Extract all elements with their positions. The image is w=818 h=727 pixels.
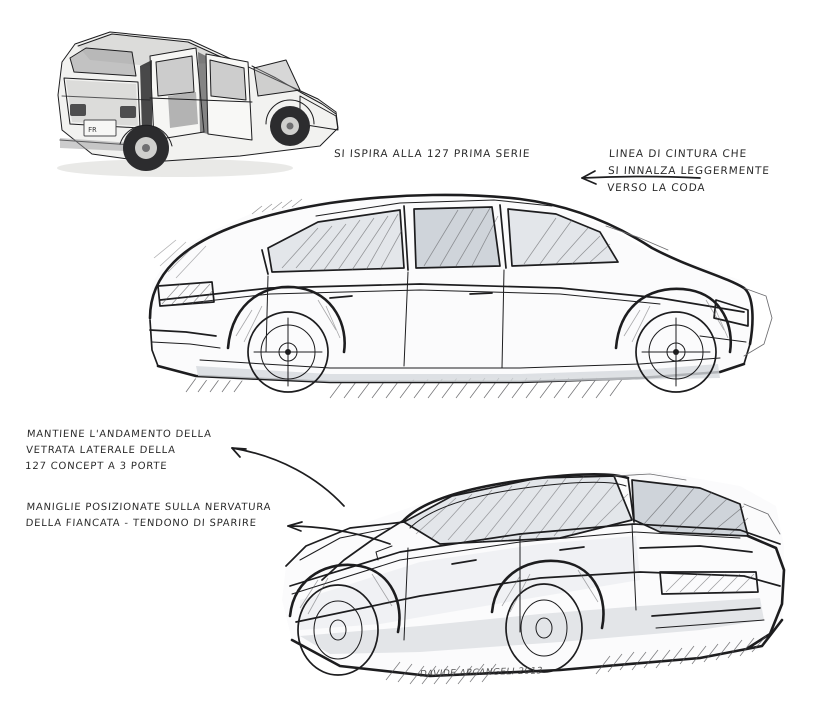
note-handles: MANIGLIE POSIZIONATE SULLA NERVATURA DELLA FIANCATA - TENDONO DI SPARIRE bbox=[25, 502, 272, 529]
svg-text:FR: FR bbox=[88, 126, 97, 134]
note-beltline: LINEA DI CINTURA CHE SI INNALZA LEGGERMENTE VERSO LA CODA bbox=[606, 148, 771, 194]
signature: DAVIDE ARCANGELI 2013 bbox=[418, 666, 544, 680]
note-inspiration: SI ISPIRA ALLA 127 PRIMA SERIE bbox=[333, 148, 531, 160]
note-glasshouse: MANTIENE L'ANDAMENTO DELLA VETRATA LATERALE DELLA 127 CONCEPT A 3 PORTE bbox=[24, 429, 213, 472]
